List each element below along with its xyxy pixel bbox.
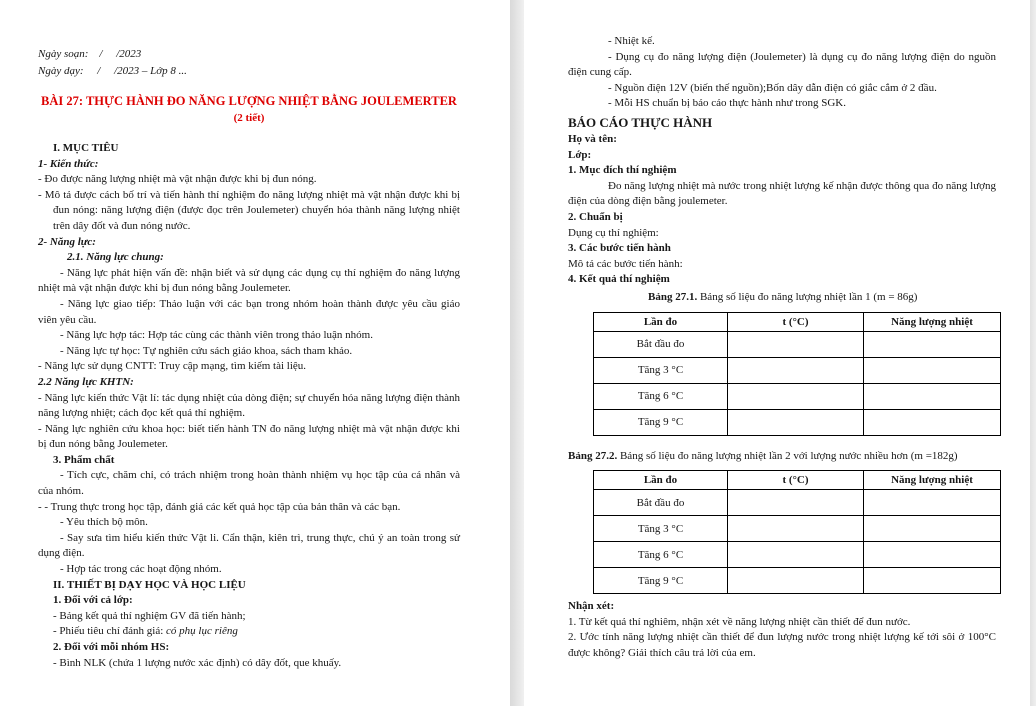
- caption-number: Bảng 27.1.: [648, 290, 698, 303]
- paragraph: Mô tả các bước tiến hành:: [568, 257, 683, 270]
- heading-cac-buoc: 3. Các bước tiến hành: [568, 242, 671, 255]
- date-prepared-line: Ngày soạn: / /2023: [38, 48, 142, 60]
- label-ho-va-ten: Họ và tên:: [568, 132, 617, 145]
- heading-muc-tieu: I. MỤC TIÊU: [53, 142, 119, 154]
- page-gutter: [510, 0, 524, 706]
- row-label: Tăng 6 °C: [594, 542, 728, 568]
- table-row: [594, 490, 1001, 516]
- heading-nhan-xet: Nhận xét:: [568, 600, 615, 613]
- table-27-2: [593, 470, 1001, 594]
- table-27-1: [593, 312, 1001, 436]
- empty-cell[interactable]: [864, 516, 1001, 542]
- paragraph: - Mô tả được cách bố trí và tiến hành thí nghiệm đo năng lượng nhiệt mà vật nhận được khi bị đun nóng: năng lượng điện (được đọc trên Joulemeter) chuyển hóa thành năng lượng nhiệt trên dây đốt và đun nóng nước.: [38, 188, 460, 232]
- page-2: [524, 0, 1030, 706]
- empty-cell[interactable]: [728, 331, 864, 357]
- date-taught-line: Ngày dạy: / /2023 – Lớp 8 ...: [38, 65, 187, 77]
- row-label: Bắt đầu đo: [594, 490, 728, 516]
- paragraph: [53, 624, 460, 640]
- paragraph: - Năng lực tự học: Tự nghiên cứu sách giáo khoa, sách tham khảo.: [60, 344, 353, 357]
- paragraph: - Năng lực kiến thức Vật lí: tác dụng nhiệt của dòng điện; sự chuyển hóa năng lượng điện thành năng lượng nhiệt; cách đọc kết quả thí nghiệm.: [38, 391, 460, 420]
- paragraph: - - Trung thực trong học tập, đánh giá các kết quả học tập của bản thân và các bạn.: [38, 500, 401, 513]
- table-row: [594, 568, 1001, 594]
- paragraph: - Mỗi HS chuẩn bị báo cáo thực hành như trong SGK.: [608, 97, 846, 110]
- empty-cell[interactable]: [728, 357, 864, 383]
- table-header-row: [594, 312, 1001, 331]
- empty-cell[interactable]: [728, 490, 864, 516]
- column-header-lan-do: Lần đo: [594, 471, 728, 490]
- empty-cell[interactable]: [864, 568, 1001, 594]
- empty-cell[interactable]: [864, 490, 1001, 516]
- paragraph: - Nguồn điện 12V (biến thế nguồn);Bốn dây dẫn điện có giắc cắm ở 2 đầu.: [608, 81, 937, 94]
- table-caption-27-1: [568, 290, 996, 306]
- row-label: Tăng 9 °C: [594, 568, 728, 594]
- heading-nang-luc-khtn: 2.2 Năng lực KHTN:: [38, 375, 134, 388]
- row-label: Bắt đầu đo: [594, 331, 728, 357]
- empty-cell[interactable]: [864, 409, 1001, 435]
- paragraph: Dụng cụ thí nghiệm:: [568, 226, 659, 239]
- heading-kien-thuc: 1- Kiến thức:: [38, 157, 99, 170]
- table-caption-27-2: [568, 449, 996, 465]
- empty-cell[interactable]: [728, 542, 864, 568]
- paragraph: Đo năng lượng nhiệt mà nước trong nhiệt lượng kế nhận được thông qua đo năng lượng điện của dòng điện bằng joulemeter.: [568, 179, 996, 208]
- viewport-edge: [1030, 0, 1036, 706]
- empty-cell[interactable]: [864, 383, 1001, 409]
- table-header-row: [594, 471, 1001, 490]
- heading-ket-qua: 4. Kết quả thí nghiệm: [568, 273, 670, 286]
- lesson-duration: (2 tiết): [233, 112, 265, 124]
- lesson-title: BÀI 27: THỰC HÀNH ĐO NĂNG LƯỢNG NHIỆT BẰNG JOULEMERTER: [41, 94, 457, 108]
- heading-thiet-bi: II. THIẾT BỊ DẠY HỌC VÀ HỌC LIỆU: [53, 578, 246, 591]
- paragraph: - Năng lực giao tiếp: Thảo luận với các bạn trong nhóm hoàn thành được yêu cầu giáo viên yêu cầu.: [38, 297, 460, 326]
- table-row: [594, 542, 1001, 568]
- paragraph: - Năng lực sử dụng CNTT: Truy cập mạng, tìm kiếm tài liệu.: [38, 360, 307, 373]
- row-label: Tăng 6 °C: [594, 383, 728, 409]
- paragraph: - Hợp tác trong các hoạt động nhóm.: [60, 563, 222, 576]
- paragraph: - Bình NLK (chứa 1 lượng nước xác định) có dây đốt, que khuấy.: [53, 656, 342, 669]
- paragraph: - Bảng kết quả thí nghiệm GV đã tiến hành;: [53, 609, 246, 622]
- table-row: [594, 409, 1001, 435]
- heading-doi-voi-nhom: 2. Đối với mỗi nhóm HS:: [53, 641, 170, 653]
- paragraph: - Đo được năng lượng nhiệt mà vật nhận được khi bị đun nóng.: [38, 173, 317, 186]
- caption-text: Bảng số liệu đo năng lượng nhiệt lần 1 (m = 86g): [697, 290, 918, 303]
- empty-cell[interactable]: [864, 542, 1001, 568]
- heading-muc-dich: 1. Mục đích thí nghiệm: [568, 164, 677, 177]
- empty-cell[interactable]: [864, 357, 1001, 383]
- table-row: [594, 383, 1001, 409]
- row-label: Tăng 3 °C: [594, 516, 728, 542]
- empty-cell[interactable]: [728, 516, 864, 542]
- empty-cell[interactable]: [864, 331, 1001, 357]
- table-row: [594, 331, 1001, 357]
- row-label: Tăng 9 °C: [594, 409, 728, 435]
- column-header-nang-luong-nhiet: Năng lượng nhiệt: [864, 312, 1001, 331]
- paragraph: - Nhiệt kế.: [608, 35, 655, 47]
- paragraph-text: - Phiếu tiêu chí đánh giá:: [53, 625, 167, 638]
- empty-cell[interactable]: [728, 383, 864, 409]
- heading-bao-cao: BÁO CÁO THỰC HÀNH: [568, 114, 713, 130]
- paragraph: - Tích cực, chăm chỉ, có trách nhiệm trong hoàn thành nhiệm vụ học tập của cá nhân và của nhóm.: [38, 469, 460, 498]
- caption-text: Bảng số liệu đo năng lượng nhiệt lần 2 với lượng nước nhiều hơn (m =182g): [617, 449, 958, 462]
- heading-doi-voi-ca-lop: 1. Đối với cả lớp:: [53, 594, 133, 607]
- heading-pham-chat: 3. Phẩm chất: [53, 453, 115, 466]
- column-header-lan-do: Lần đo: [594, 312, 728, 331]
- table-row: [594, 516, 1001, 542]
- paragraph-text-italic: có phụ lục riêng: [166, 625, 238, 638]
- caption-number: Bảng 27.2.: [568, 449, 618, 462]
- paragraph: - Năng lực phát hiện vấn đề: nhận biết và sử dụng các dụng cụ thí nghiệm đo năng lượng nhiệt mà vật nhận được khi bị đun nóng bằng Joulemeter.: [38, 266, 460, 295]
- empty-cell[interactable]: [728, 409, 864, 435]
- label-lop: Lớp:: [568, 148, 592, 161]
- paragraph: - Năng lực hợp tác: Hợp tác cùng các thành viên trong thảo luận nhóm.: [60, 329, 373, 342]
- paragraph: - Dụng cụ đo năng lượng điện (Joulemeter) là dụng cụ đo năng lượng điện do nguồn điện cung cấp.: [568, 50, 996, 79]
- row-label: Tăng 3 °C: [594, 357, 728, 383]
- page-1: [0, 0, 510, 706]
- column-header-t: t (°C): [728, 312, 864, 331]
- heading-nang-luc: 2- Năng lực:: [38, 235, 96, 248]
- column-header-t: t (°C): [728, 471, 864, 490]
- paragraph: 1. Từ kết quả thí nghiêm, nhận xét về năng lượng nhiệt cần thiết để đun nước.: [568, 615, 911, 628]
- paragraph: - Năng lực nghiên cứu khoa học: biết tiến hành TN đo năng lượng nhiệt mà vật nhận được khi bị đun nóng bằng Joulemeter.: [38, 422, 460, 451]
- paragraph: - Say sưa tìm hiểu kiến thức Vật li. Cẩn thận, kiên trì, trung thực, chú ý an toàn trong sử dụng điện.: [38, 531, 460, 560]
- heading-chuan-bi: 2. Chuẩn bị: [568, 210, 623, 223]
- table-row: [594, 357, 1001, 383]
- heading-nang-luc-chung: 2.1. Năng lực chung:: [67, 251, 164, 264]
- paragraph: 2. Ước tính năng lượng nhiệt cần thiết để đun lượng nước trong nhiệt lượng kế tới sôi ở 100°C được không? Giải thích câu trả lời của em.: [568, 631, 996, 659]
- empty-cell[interactable]: [728, 568, 864, 594]
- column-header-nang-luong-nhiet: Năng lượng nhiệt: [864, 471, 1001, 490]
- paragraph: - Yêu thích bộ môn.: [60, 516, 148, 529]
